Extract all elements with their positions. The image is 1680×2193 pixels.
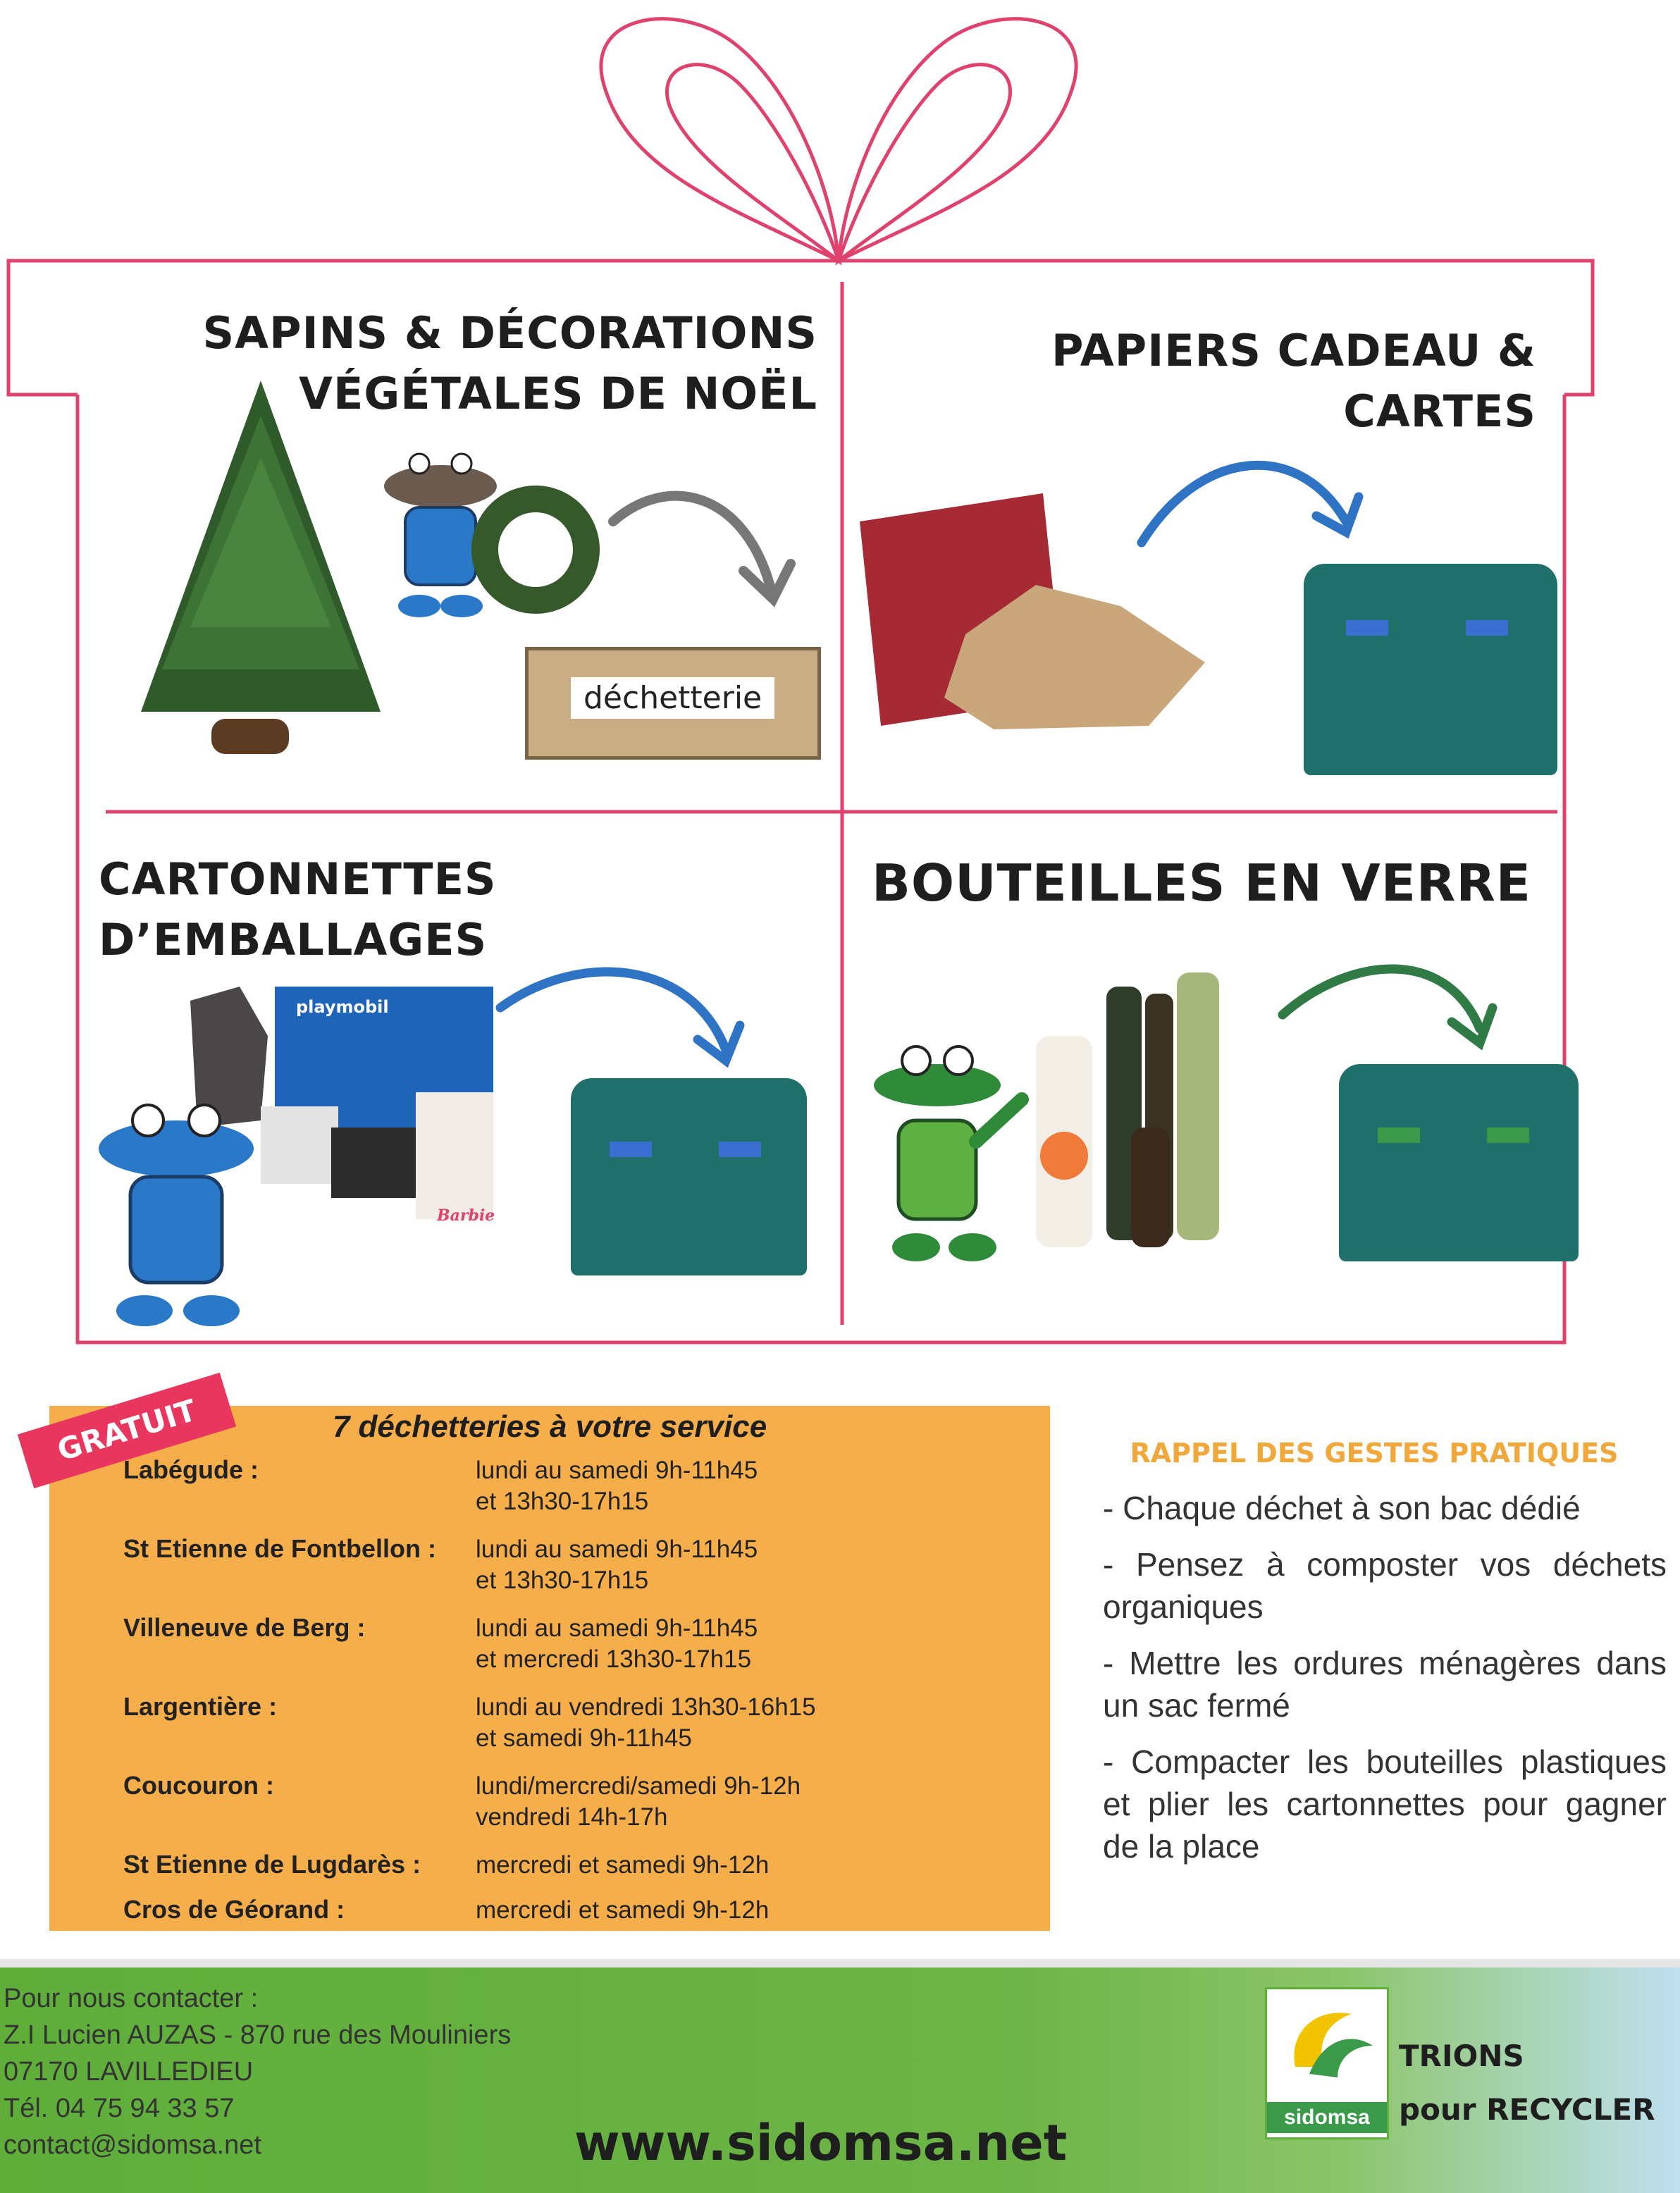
- sidomsa-logo: [1265, 1987, 1389, 2139]
- slogan: TRIONS pour RECYCLER: [1399, 2039, 1655, 2127]
- barbie-box-label: Barbie: [437, 1206, 495, 1225]
- christmas-tree-image: [99, 373, 423, 768]
- tips-list: [1103, 1487, 1667, 1867]
- panel-title-papiers: PAPIERS CADEAU & CARTES: [1051, 325, 1536, 437]
- sidomsa-swirl-icon: [1267, 1989, 1387, 2102]
- dechetterie-name: St Etienne de Lugdarès :: [123, 1850, 421, 1879]
- schedule-row: [123, 1455, 1025, 1534]
- contact-email[interactable]: contact@sidomsa.net: [4, 2130, 261, 2160]
- dechetterie-hours: mercredi et samedi 9h-12h: [476, 1896, 770, 1924]
- website-link[interactable]: www.sidomsa.net: [574, 2114, 1068, 2172]
- arrow-grey-icon: [606, 479, 796, 620]
- dechetterie-hours: lundi au samedi 9h-11h45 et 13h30-17h15: [476, 1536, 758, 1594]
- arrow-green-icon: [1276, 944, 1501, 1064]
- arrow-blue-icon: [1135, 437, 1367, 557]
- dechetterie-name: Coucouron :: [123, 1771, 274, 1800]
- dechetterie-container: [525, 647, 821, 760]
- dechetterie-hours: lundi/mercredi/samedi 9h-12h vendredi 14h-17h: [476, 1772, 801, 1831]
- schedule-row: [123, 1895, 1025, 1940]
- recycling-bin-paper: [1304, 564, 1557, 775]
- recycling-bin-glass: [1339, 1064, 1579, 1261]
- schedule-row: [123, 1692, 1025, 1771]
- dechetterie-name: Largentière :: [123, 1692, 278, 1721]
- schedule-heading: 7 déchetteries à votre service: [332, 1409, 767, 1444]
- dechetterie-hours: lundi au samedi 9h-11h45 et 13h30-17h15: [476, 1457, 758, 1515]
- schedule-row: [123, 1771, 1025, 1850]
- recycling-bin-packaging: [571, 1078, 807, 1275]
- panel-title-sapins: SAPINS & DÉCORATIONS VÉGÉTALES DE NOËL: [202, 307, 817, 419]
- dechetterie-label: déchetterie: [571, 677, 774, 719]
- gratuit-badge: GRATUIT: [18, 1373, 236, 1488]
- contact-block: Pour nous contacter : Z.I Lucien AUZAS - 870 rue des Mouliniers 07170 LAVILLEDIEU Tél. 04 75 94 33 57 contact@sidomsa.net: [4, 1980, 511, 2163]
- dechetterie-name: Villeneuve de Berg :: [123, 1613, 366, 1642]
- schedule-box: [49, 1406, 1050, 1931]
- playmobil-box-label: playmobil: [296, 997, 389, 1017]
- arrow-blue-icon: [493, 958, 747, 1078]
- dechetterie-hours: lundi au vendredi 13h30-16h15 et samedi 9h-11h45: [476, 1693, 816, 1752]
- wreath-image: [465, 479, 606, 620]
- tips-heading: RAPPEL DES GESTES PRATIQUES: [1130, 1438, 1619, 1469]
- tip-item: - Mettre les ordures ménagères dans un sac fermé: [1103, 1645, 1667, 1724]
- glass-bottles-image: [1029, 972, 1240, 1254]
- dechetterie-name: Cros de Géorand :: [123, 1895, 345, 1924]
- schedule-list: [123, 1455, 1025, 1940]
- sidomsa-logo-text: sidomsa: [1267, 2102, 1387, 2133]
- dechetterie-name: Labégude :: [123, 1455, 259, 1484]
- dechetterie-hours: lundi au samedi 9h-11h45 et mercredi 13h30-17h15: [476, 1614, 758, 1673]
- dechetterie-hours: mercredi et samedi 9h-12h: [476, 1851, 770, 1879]
- tip-item: - Chaque déchet à son bac dédié: [1103, 1490, 1581, 1526]
- tip-item: - Compacter les bouteilles plastiques et plier les cartonnettes pour gagner de la place: [1103, 1743, 1667, 1865]
- mascot-green-icon: [860, 1043, 1029, 1268]
- schedule-row: [123, 1613, 1025, 1692]
- dechetterie-name: St Etienne de Fontbellon :: [123, 1534, 436, 1563]
- schedule-row: [123, 1534, 1025, 1613]
- schedule-row: [123, 1850, 1025, 1895]
- tip-item: - Pensez à composter vos déchets organiques: [1103, 1546, 1667, 1625]
- panel-title-bouteilles: BOUTEILLES EN VERRE: [872, 853, 1531, 913]
- mascot-blue-icon: [92, 1092, 261, 1332]
- panel-title-cartonnettes: CARTONNETTES D’EMBALLAGES: [99, 853, 497, 965]
